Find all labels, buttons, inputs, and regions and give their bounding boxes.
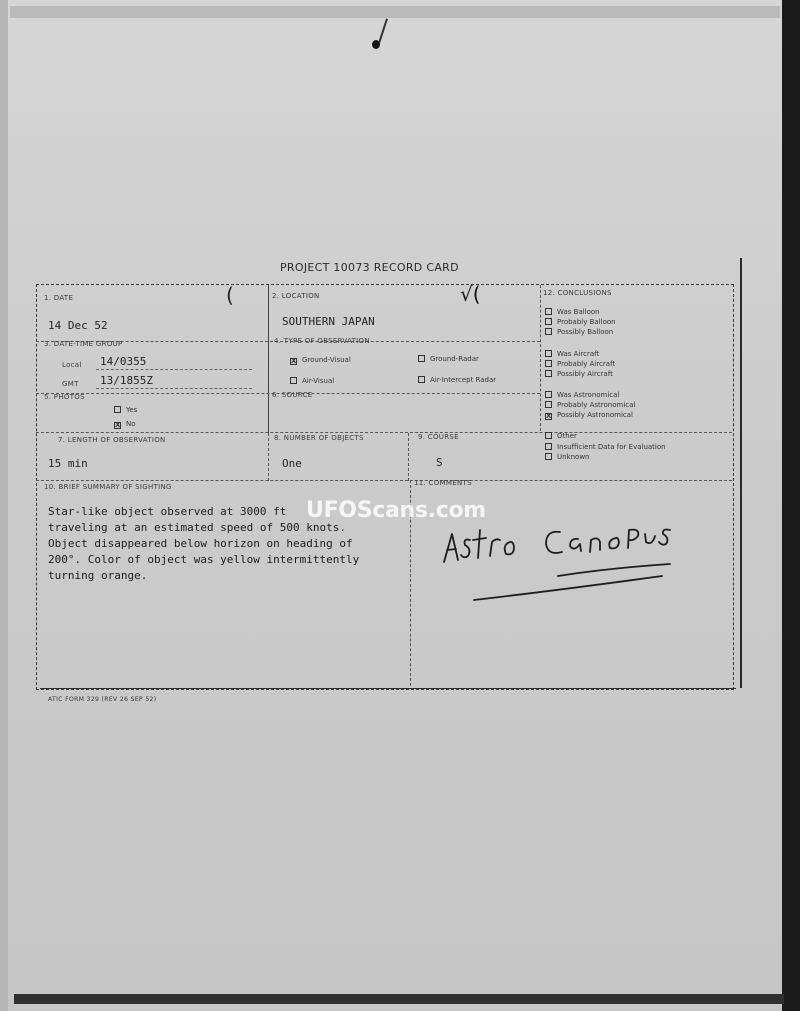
object-count-label: 8. NUMBER OF OBJECTS: [274, 434, 364, 442]
handwritten-paren: (: [226, 283, 234, 307]
scan-edge-right: [782, 0, 800, 1011]
source-label: 6. SOURCE: [272, 391, 313, 399]
observation-length-value: 15 min: [48, 457, 88, 470]
conclusion-item: Was Astronomical: [545, 391, 619, 399]
conclusion-item-checked: X Possibly Astronomical: [546, 411, 634, 420]
date-label: 1. DATE: [44, 294, 74, 302]
divider: [540, 285, 541, 431]
local-value: 14/0355: [100, 355, 147, 368]
option-air-visual: Air-Visual: [290, 377, 334, 385]
observation-length-label: 7. LENGTH OF OBSERVATION: [58, 436, 166, 444]
local-label: Local: [62, 361, 82, 369]
location-value: SOUTHERN JAPAN: [282, 315, 375, 328]
card-bottom-rule: [40, 688, 736, 689]
margin-line: [740, 258, 742, 688]
divider: [36, 480, 732, 481]
course-value: S: [436, 456, 443, 469]
conclusion-item: Possibly Aircraft: [545, 370, 613, 378]
handwritten-note-astro-canopus: [430, 512, 690, 608]
conclusion-item: Unknown: [545, 453, 590, 461]
card-title: PROJECT 10073 RECORD CARD: [280, 261, 459, 274]
conclusion-item: Was Balloon: [545, 308, 600, 316]
comments-label: 11. COMMENTS: [414, 479, 472, 487]
conclusion-item: Was Aircraft: [545, 350, 599, 358]
option-air-intercept-radar: Air-Intercept Radar: [418, 376, 496, 384]
summary-text: Star-like object observed at 3000 ft traveling at an estimated speed of 500 knots. Object disappeared below horizon on heading of 200°. Color of object was yellow intermittently turning orange.: [48, 505, 360, 582]
date-time-group-label: 3. DATE-TIME GROUP: [44, 340, 123, 348]
divider: [268, 285, 269, 433]
photos-option-no: X No: [115, 420, 136, 429]
scan-edge-left: [0, 0, 8, 1011]
photos-option-yes: Yes: [114, 406, 137, 414]
option-ground-visual: X Ground-Visual: [291, 356, 351, 365]
conclusion-item: Probably Balloon: [545, 318, 616, 326]
divider: [268, 433, 269, 481]
form-number: ATIC FORM 329 (REV 26 SEP 52): [48, 696, 157, 703]
conclusions-label: 12. CONCLUSIONS: [543, 289, 612, 297]
handwritten-check: √(: [460, 282, 481, 306]
divider: [36, 432, 732, 433]
gmt-label: GMT: [62, 380, 79, 388]
photos-label: 5. PHOTOS: [44, 393, 85, 401]
conclusion-item: Possibly Balloon: [545, 328, 613, 336]
conclusion-item: Other: [545, 432, 577, 440]
underline: [96, 388, 252, 389]
divider: [408, 433, 409, 481]
scan-edge-bottom: [14, 994, 784, 1004]
course-label: 9. COURSE: [418, 433, 459, 441]
conclusion-item: Insufficient Data for Evaluation: [545, 443, 666, 451]
gmt-value: 13/1855Z: [100, 374, 153, 387]
watermark: UFOScans.com: [306, 498, 486, 523]
ink-scratch: [378, 18, 388, 43]
observation-type-label: 4. TYPE OF OBSERVATION: [274, 337, 370, 345]
option-ground-radar: Ground-Radar: [418, 355, 479, 363]
scan-edge-top: [10, 6, 780, 18]
object-count-value: One: [282, 457, 302, 470]
date-value: 14 Dec 52: [48, 319, 108, 332]
conclusion-item: Probably Astronomical: [545, 401, 635, 409]
conclusion-item: Probably Aircraft: [545, 360, 615, 368]
underline: [96, 369, 252, 370]
location-label: 2. LOCATION: [272, 292, 320, 300]
summary-label: 10. BRIEF SUMMARY OF SIGHTING: [44, 483, 172, 491]
